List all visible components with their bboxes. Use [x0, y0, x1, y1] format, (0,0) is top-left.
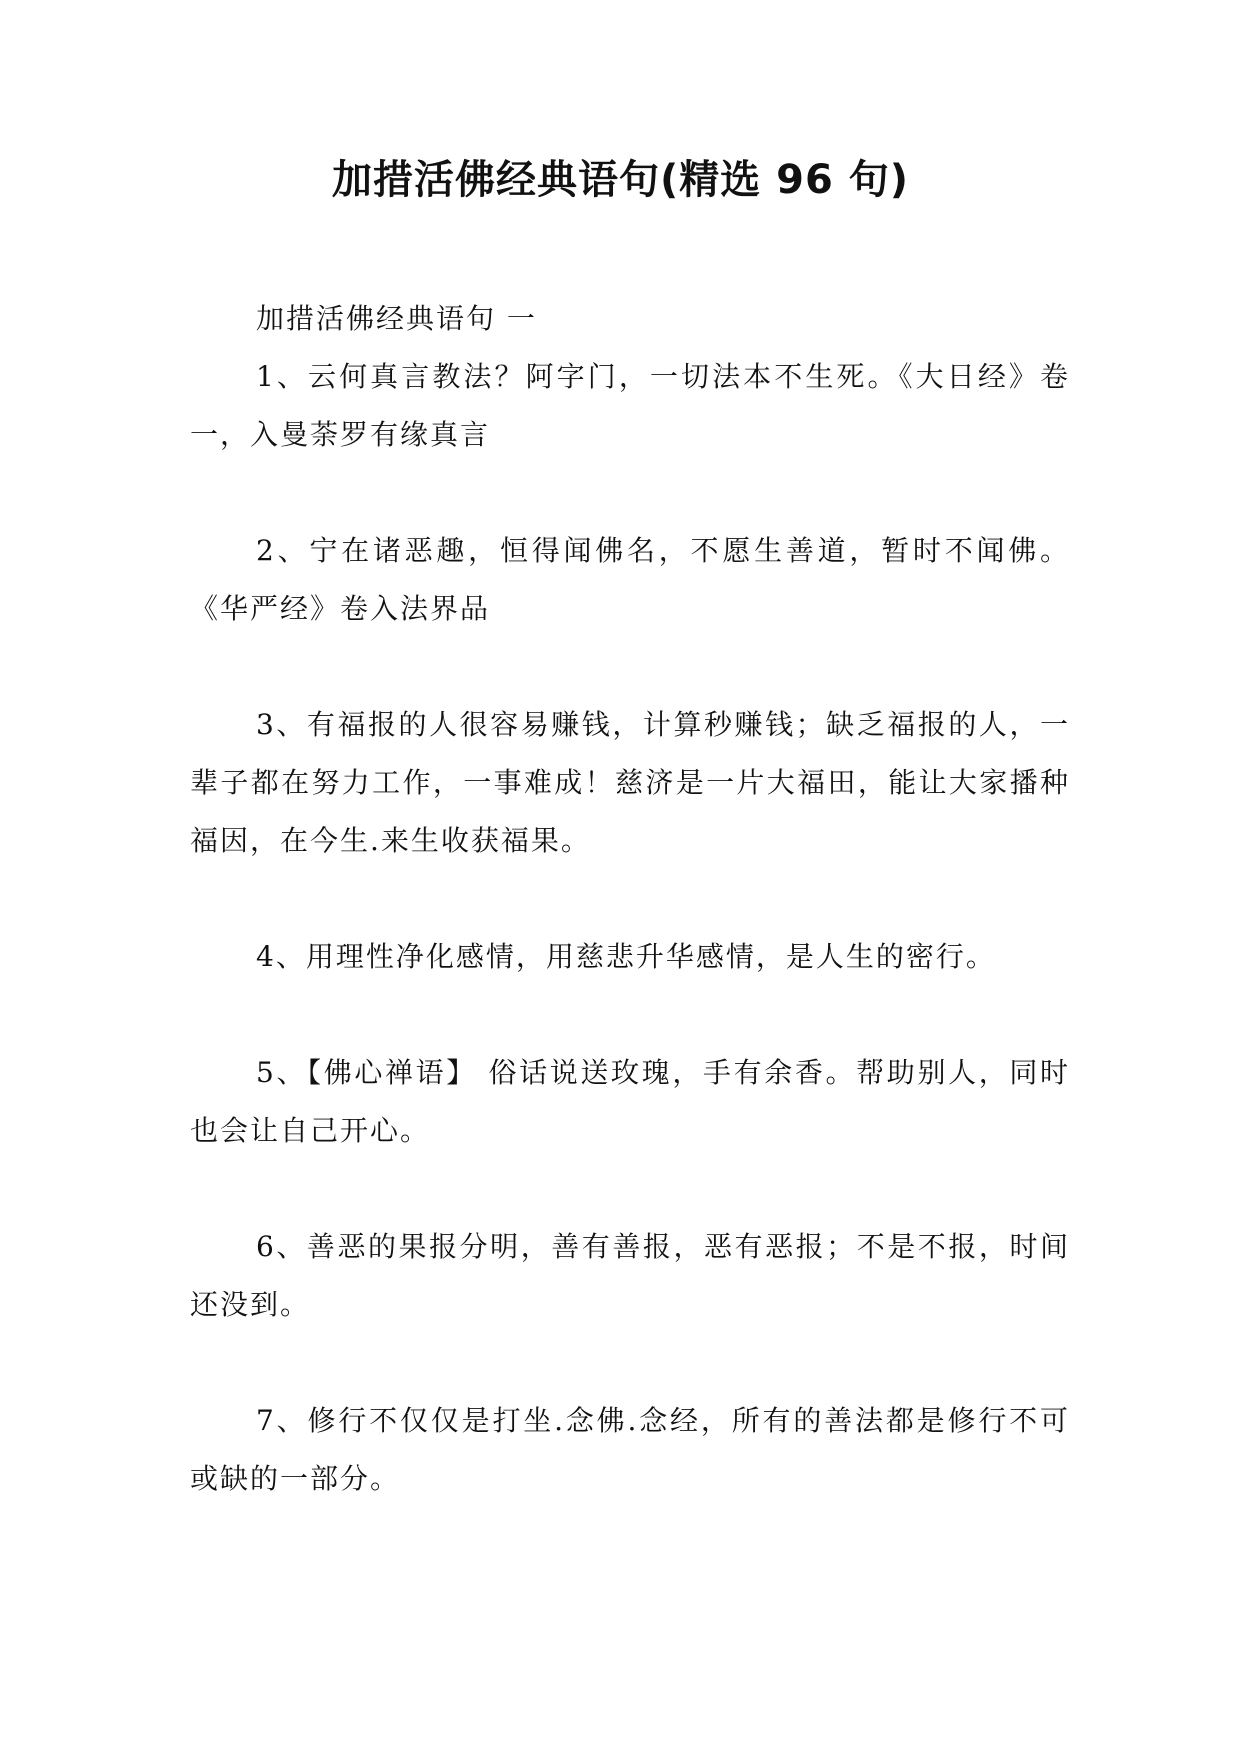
- page-title: 加措活佛经典语句(精选 96 句): [331, 157, 910, 203]
- quote-item-3: 3、有福报的人很容易赚钱，计算秒赚钱；缺乏福报的人，一辈子都在努力工作，一事难成！慈济是一片大福田，能让大家播种福因，在今生.来生收获福果。: [190, 708, 1070, 857]
- document-body: [190, 290, 1070, 1566]
- quote-item-7: 7、修行不仅仅是打坐.念佛.念经，所有的善法都是修行不可或缺的一部分。: [190, 1404, 1070, 1495]
- section-heading: 加措活佛经典语句 一: [256, 302, 537, 335]
- quote-item-2: 2、宁在诸恶趣，恒得闻佛名，不愿生善道，暂时不闻佛。《华严经》卷入法界品: [190, 534, 1070, 625]
- quote-item-1: 1、云何真言教法？阿字门，一切法本不生死。《大日经》卷一，入曼荼罗有缘真言: [190, 360, 1070, 451]
- quote-item-4: 4、用理性净化感情，用慈悲升华感情，是人生的密行。: [256, 940, 996, 973]
- quote-item-5: 5、【佛心禅语】 俗话说送玫瑰，手有余香。帮助别人，同时也会让自己开心。: [190, 1056, 1070, 1147]
- quote-item-6: 6、善恶的果报分明，善有善报，恶有恶报；不是不报，时间还没到。: [190, 1230, 1070, 1321]
